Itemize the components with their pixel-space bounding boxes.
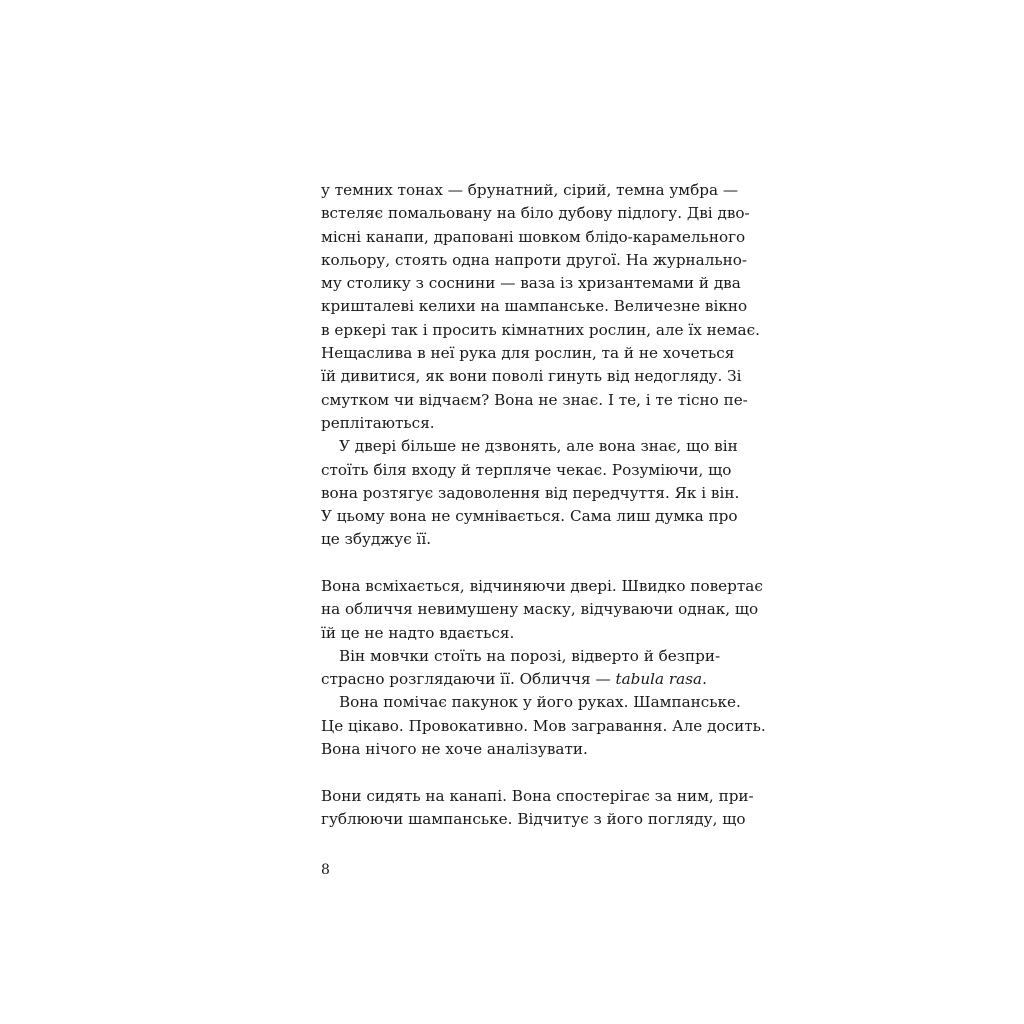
paragraph-sofa xyxy=(321,785,754,832)
text-line: Вона нічого не хоче аналізувати. xyxy=(321,740,588,759)
text-section-1 xyxy=(321,179,760,552)
paragraph-threshold xyxy=(321,645,721,692)
text-fragment: . xyxy=(702,670,707,689)
paragraph-doorbell xyxy=(321,435,740,551)
text-line: їй дивитися, як вони поволі гинуть від недогляду. Зі xyxy=(321,367,742,386)
text-line: місні канапи, драповані шовком блідо-карамельного xyxy=(321,227,746,246)
paragraph-room-description xyxy=(321,179,760,435)
text-line: кольору, стоять одна напроти другої. На журнально- xyxy=(321,250,748,269)
text-line: У двері більше не дзвонять, але вона знає, що він xyxy=(339,437,738,456)
text-line: у темних тонах — брунатний, сірий, темна умбра — xyxy=(321,181,739,199)
text-line: му столику з соснини — ваза із хризантемами й два xyxy=(321,274,741,293)
text-line: реплітаються. xyxy=(321,413,435,432)
text-line: Нещаслива в неї рука для рослин, та й не хочеться xyxy=(321,344,735,363)
text-line: гублюючи шампанське. Відчитує з його погляду, що xyxy=(321,810,746,829)
text-section-3 xyxy=(321,785,754,832)
text-line: Вона помічає пакунок у його руках. Шампанське. xyxy=(339,693,741,712)
text-fragment: страсно розглядаючи її. Обличчя — xyxy=(321,670,616,689)
text-line: в еркері так і просить кімнатних рослин, але їх немає. xyxy=(321,320,760,339)
text-line: Він мовчки стоїть на порозі, відверто й безпри- xyxy=(339,646,721,665)
paragraph-opening-door xyxy=(321,575,763,645)
text-line: Вона всміхається, відчиняючи двері. Швидко повертає xyxy=(321,577,763,595)
italic-phrase: tabula rasa xyxy=(615,670,703,689)
text-line: на обличчя невимушену маску, відчуваючи однак, що xyxy=(321,600,759,619)
text-line: це збуджує її. xyxy=(321,530,432,549)
text-line: смутком чи відчаєм? Вона не знає. І те, і те тісно пе- xyxy=(321,390,748,409)
text-section-2 xyxy=(321,575,766,761)
text-line: встеляє помальовану на біло дубову підлогу. Дві дво- xyxy=(321,204,750,223)
text-line: Вони сидять на канапі. Вона спостерігає за ним, при- xyxy=(321,787,754,805)
text-line: стоїть біля входу й терпляче чекає. Розуміючи, що xyxy=(321,460,732,479)
text-line xyxy=(321,668,711,691)
text-line: вона розтягує задоволення від передчуття. Як і він. xyxy=(321,483,740,502)
text-line: їй це не надто вдається. xyxy=(321,623,515,642)
page-number: 8 xyxy=(321,862,330,878)
text-line: У цьому вона не сумнівається. Сама лиш думка про xyxy=(321,507,738,526)
text-line: кришталеві келихи на шампанське. Величезне вікно xyxy=(321,297,748,316)
text-line: Це цікаво. Провокативно. Мов загравання. Але досить. xyxy=(321,716,766,735)
paragraph-package xyxy=(321,691,766,761)
